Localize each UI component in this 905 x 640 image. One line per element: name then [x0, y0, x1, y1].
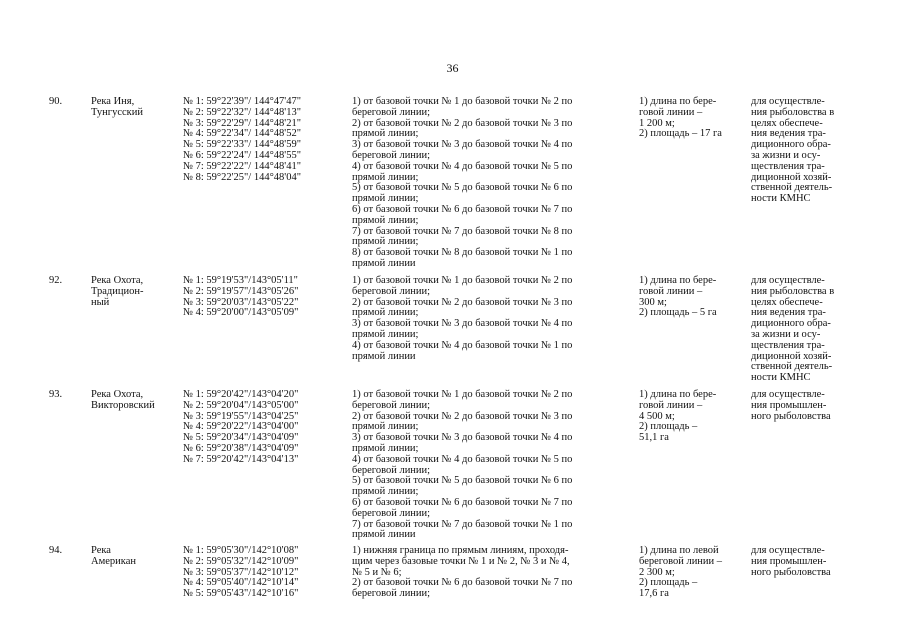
- text-line: береговой линии;: [352, 588, 431, 600]
- text-line: ного рыболовства: [751, 410, 831, 422]
- text-line: ния промышлен-: [751, 555, 827, 567]
- coordinate-line: № 2: 59°22'32"/ 144°48'13": [183, 106, 301, 118]
- text-line: Река Охота,: [91, 389, 144, 400]
- area-name: [91, 546, 171, 568]
- coordinate-line: № 1: 59°19'53"/143°05'11": [183, 275, 298, 286]
- coordinate-line: № 2: 59°20'04"/143°05'00": [183, 399, 299, 411]
- text-line: ния промышлен-: [751, 399, 827, 411]
- area-parameters: [639, 390, 743, 444]
- border-description: [352, 390, 628, 541]
- text-line: 1) от базовой точки № 1 до базовой точки № 2 по: [352, 275, 573, 286]
- text-line: береговой линии;: [352, 507, 431, 519]
- text-line: 3) от базовой точки № 3 до базовой точки № 4 по: [352, 318, 573, 330]
- table-row: [0, 545, 905, 600]
- row-number: 94.: [49, 545, 63, 556]
- text-line: 1) длина по бере-: [639, 96, 717, 107]
- text-line: диционной хозяй-: [751, 350, 832, 362]
- coordinate-line: № 7: 59°20'42"/143°04'13": [183, 453, 299, 465]
- coordinates: [183, 97, 343, 183]
- text-line: 2) от базовой точки № 2 до базовой точки № 3 по: [352, 296, 573, 308]
- text-line: 1) нижняя граница по прямым линиям, проходя-: [352, 545, 569, 556]
- text-line: 6) от базовой точки № 6 до базовой точки № 7 по: [352, 496, 573, 508]
- text-line: диционного обра-: [751, 139, 831, 151]
- text-line: Река: [91, 545, 111, 556]
- text-line: ществления тра-: [751, 160, 825, 172]
- text-line: 4) от базовой точки № 4 до базовой точки № 5 по: [352, 453, 573, 465]
- text-line: ществления тра-: [751, 339, 825, 351]
- text-line: 17,6 га: [639, 588, 669, 600]
- coordinate-line: № 4: 59°20'00"/143°05'09": [183, 307, 299, 319]
- text-line: целях обеспече-: [751, 296, 823, 308]
- text-line: прямой линии: [352, 257, 416, 269]
- text-line: 1) длина по бере-: [639, 275, 717, 286]
- coordinate-line: № 1: 59°20'42"/143°04'20": [183, 389, 299, 400]
- coordinate-line: № 6: 59°22'24"/ 144°48'55": [183, 149, 301, 161]
- coordinate-line: № 8: 59°22'25"/ 144°48'04": [183, 171, 301, 183]
- text-line: береговой линии;: [352, 464, 431, 476]
- text-line: ственной деятель-: [751, 361, 833, 373]
- area-purpose: [751, 276, 857, 384]
- text-line: ния рыболовства в: [751, 106, 835, 118]
- area-parameters: [639, 546, 743, 600]
- text-line: прямой линии;: [352, 486, 419, 498]
- text-line: 2) площадь – 17 га: [639, 128, 722, 140]
- coordinate-line: № 4: 59°22'34"/ 144°48'52": [183, 128, 301, 140]
- text-line: ния ведения тра-: [751, 128, 826, 140]
- coordinate-line: № 5: 59°05'43"/142°10'16": [183, 588, 299, 600]
- text-line: 2) площадь – 5 га: [639, 307, 717, 319]
- text-line: 51,1 га: [639, 432, 669, 444]
- text-line: 1) длина по левой: [639, 545, 719, 556]
- text-line: для осуществле-: [751, 545, 825, 556]
- text-line: прямой линии;: [352, 328, 419, 340]
- area-purpose: [751, 546, 857, 578]
- area-parameters: [639, 97, 743, 140]
- text-line: 3) от базовой точки № 3 до базовой точки № 4 по: [352, 432, 573, 444]
- table-row: [0, 96, 905, 269]
- text-line: 5) от базовой точки № 5 до базовой точки № 6 по: [352, 475, 573, 487]
- text-line: ности КМНС: [751, 372, 811, 384]
- text-line: для осуществле-: [751, 275, 825, 286]
- text-line: береговой линии;: [352, 149, 431, 161]
- text-line: прямой линии;: [352, 236, 419, 248]
- text-line: 2) от базовой точки № 2 до базовой точки № 3 по: [352, 117, 573, 129]
- text-line: ного рыболовства: [751, 566, 831, 578]
- text-line: 2) от базовой точки № 2 до базовой точки № 3 по: [352, 410, 573, 422]
- text-line: щим через базовые точки № 1 и № 2, № 3 и № 4,: [352, 555, 570, 567]
- text-line: прямой линии: [352, 350, 416, 362]
- text-line: 6) от базовой точки № 6 до базовой точки № 7 по: [352, 203, 573, 215]
- text-line: говой линии –: [639, 399, 703, 411]
- text-line: прямой линии;: [352, 128, 419, 140]
- text-line: 1) длина по бере-: [639, 389, 717, 400]
- text-line: Викторовский: [91, 399, 155, 411]
- row-number: 92.: [49, 275, 63, 286]
- text-line: Река Охота,: [91, 275, 144, 286]
- text-line: Тунгусский: [91, 106, 143, 118]
- text-line: диционного обра-: [751, 318, 831, 330]
- coordinate-line: № 4: 59°20'22"/143°04'00": [183, 421, 299, 433]
- text-line: 7) от базовой точки № 7 до базовой точки № 1 по: [352, 518, 573, 530]
- coordinate-line: № 1: 59°22'39"/ 144°47'47": [183, 96, 301, 107]
- coordinates: [183, 276, 343, 319]
- text-line: диционной хозяй-: [751, 171, 832, 183]
- text-line: прямой линии;: [352, 171, 419, 183]
- text-line: прямой линии;: [352, 193, 419, 205]
- text-line: 5) от базовой точки № 5 до базовой точки № 6 по: [352, 182, 573, 194]
- coordinate-line: № 4: 59°05'40"/142°10'14": [183, 577, 299, 589]
- text-line: прямой линии;: [352, 442, 419, 454]
- coordinate-line: № 3: 59°20'03"/143°05'22": [183, 296, 299, 308]
- border-description: [352, 97, 628, 270]
- text-line: ния ведения тра-: [751, 307, 826, 319]
- row-number: 93.: [49, 389, 63, 400]
- page-number: 36: [446, 61, 459, 75]
- text-line: 8) от базовой точки № 8 до базовой точки № 1 по: [352, 247, 573, 259]
- row-number: 90.: [49, 96, 63, 107]
- area-parameters: [639, 276, 743, 319]
- text-line: для осуществле-: [751, 96, 825, 107]
- text-line: 4) от базовой точки № 4 до базовой точки № 1 по: [352, 339, 573, 351]
- text-line: 1 200 м;: [639, 117, 675, 129]
- coordinate-line: № 5: 59°22'33"/ 144°48'59": [183, 139, 301, 151]
- text-line: для осуществле-: [751, 389, 825, 400]
- text-line: 2 300 м;: [639, 566, 675, 578]
- text-line: Традицион-: [91, 285, 144, 297]
- text-line: Американ: [91, 555, 136, 567]
- coordinate-line: № 2: 59°19'57"/143°05'26": [183, 285, 299, 297]
- text-line: ния рыболовства в: [751, 285, 835, 297]
- text-line: береговой линии;: [352, 285, 431, 297]
- text-line: ный: [91, 296, 110, 308]
- text-line: № 5 и № 6;: [352, 566, 402, 578]
- area-name: [91, 276, 171, 308]
- area-name: [91, 97, 171, 119]
- text-line: 1) от базовой точки № 1 до базовой точки № 2 по: [352, 389, 573, 400]
- text-line: прямой линии;: [352, 214, 419, 226]
- text-line: 7) от базовой точки № 7 до базовой точки № 8 по: [352, 225, 573, 237]
- text-line: ственной деятель-: [751, 182, 833, 194]
- coordinate-line: № 3: 59°22'29"/ 144°48'21": [183, 117, 301, 129]
- text-line: прямой линии;: [352, 421, 419, 433]
- text-line: береговой линии;: [352, 106, 431, 118]
- text-line: целях обеспече-: [751, 117, 823, 129]
- coordinate-line: № 6: 59°20'38"/143°04'09": [183, 442, 299, 454]
- text-line: 3) от базовой точки № 3 до базовой точки № 4 по: [352, 139, 573, 151]
- text-line: прямой линии;: [352, 307, 419, 319]
- text-line: 4) от базовой точки № 4 до базовой точки № 5 по: [352, 160, 573, 172]
- table-row: [0, 389, 905, 541]
- border-description: [352, 276, 628, 362]
- text-line: 2) площадь –: [639, 577, 698, 589]
- coordinate-line: № 2: 59°05'32"/142°10'09": [183, 555, 299, 567]
- table-row: [0, 275, 905, 384]
- text-line: 1) от базовой точки № 1 до базовой точки № 2 по: [352, 96, 573, 107]
- coordinate-line: № 1: 59°05'30"/142°10'08": [183, 545, 299, 556]
- text-line: береговой линии;: [352, 399, 431, 411]
- border-description: [352, 546, 628, 600]
- text-line: говой линии –: [639, 285, 703, 297]
- area-purpose: [751, 97, 857, 205]
- text-line: прямой линии: [352, 529, 416, 541]
- area-name: [91, 390, 171, 412]
- coordinate-line: № 3: 59°19'55"/143°04'25": [183, 410, 299, 422]
- text-line: за жизни и осу-: [751, 149, 821, 161]
- coordinates: [183, 390, 343, 466]
- text-line: ности КМНС: [751, 193, 811, 205]
- coordinate-line: № 5: 59°20'34"/143°04'09": [183, 432, 299, 444]
- text-line: за жизни и осу-: [751, 328, 821, 340]
- coordinates: [183, 546, 343, 600]
- area-purpose: [751, 390, 857, 422]
- text-line: береговой линии –: [639, 555, 723, 567]
- coordinate-line: № 7: 59°22'22"/ 144°48'41": [183, 160, 301, 172]
- text-line: 300 м;: [639, 296, 667, 308]
- text-line: 4 500 м;: [639, 410, 675, 422]
- text-line: 2) от базовой точки № 6 до базовой точки № 7 по: [352, 577, 573, 589]
- text-line: 2) площадь –: [639, 421, 698, 433]
- coordinate-line: № 3: 59°05'37"/142°10'12": [183, 566, 299, 578]
- text-line: говой линии –: [639, 106, 703, 118]
- text-line: Река Иня,: [91, 96, 135, 107]
